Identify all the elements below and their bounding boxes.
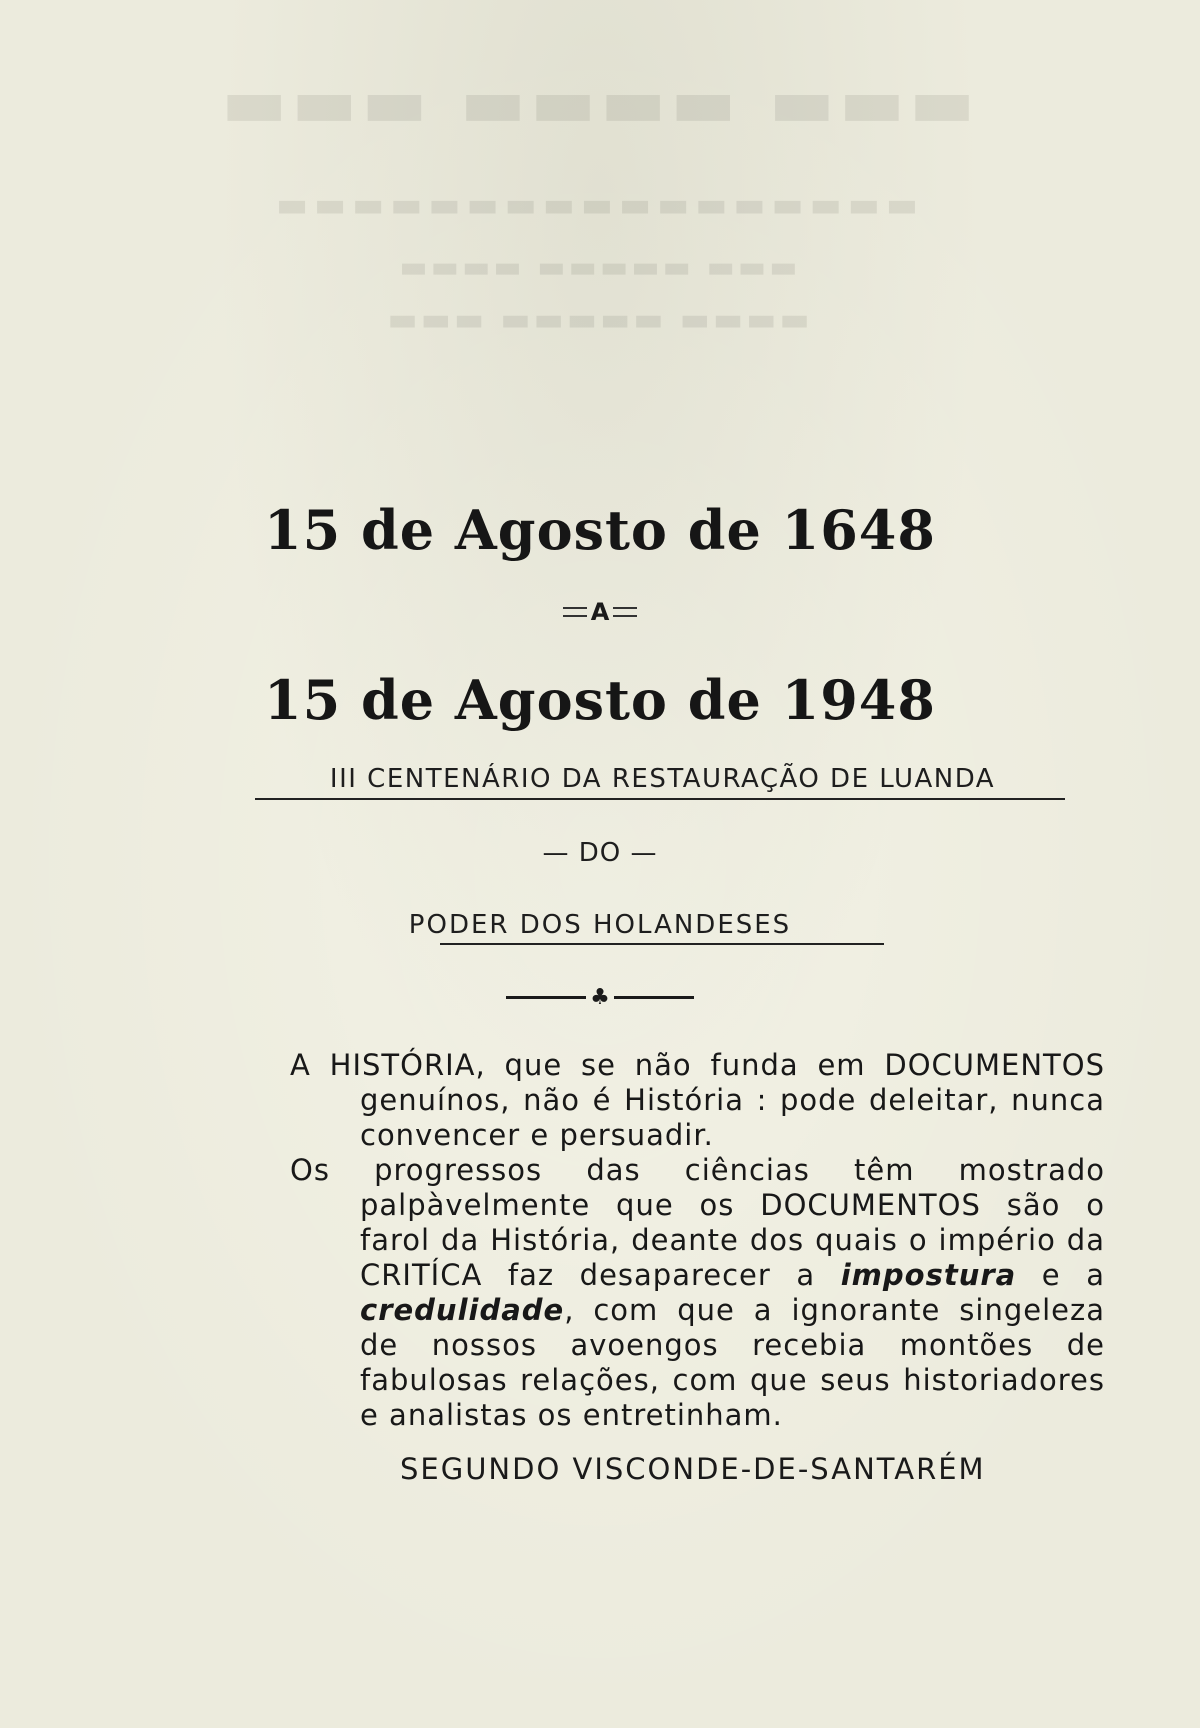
quote-emphasis: credulidade: [360, 1293, 565, 1327]
quote-text: Os progressos das ciências têm mostrado palpàvelmente que os DOCUMENTOS são o farol da História, deante dos quais o império da CRITÍCA faz desaparecer a: [290, 1153, 1105, 1292]
ornament-rule-right: [614, 996, 694, 999]
quote-attribution: SEGUNDO VISCONDE-DE-SANTARÉM: [400, 1452, 986, 1486]
quote-paragraph-2: [290, 1153, 1105, 1433]
bleed-through: ▬▬▬ ▬▬▬▬▬ ▬▬▬▬: [387, 300, 813, 338]
connector-text: — DO —: [542, 838, 658, 868]
quote-text: e a: [1016, 1258, 1105, 1292]
epigraph-quote: [290, 1048, 1105, 1433]
separator-letter: A: [590, 598, 610, 626]
quote-text: , com que a ignorante singeleza de nossos avoengos recebia montões de fabulosas relações, com que seus historiadores e analistas os entretinham.: [360, 1293, 1105, 1432]
bleed-through: ▬▬▬ ▬▬▬▬ ▬▬▬: [220, 60, 980, 143]
ornament-divider: [0, 984, 1200, 1010]
dutch-power-subtitle: PODER DOS HOLANDESES: [408, 910, 792, 940]
ornament-rule-left: [506, 996, 586, 999]
quote-paragraph-1: A HISTÓRIA, que se não funda em DOCUMENTOS genuínos, não é História : pode deleitar, nunca convencer e persuadir.: [290, 1048, 1105, 1152]
double-rule-right: [613, 607, 637, 617]
centenary-subtitle: III CENTENÁRIO DA RESTAURAÇÃO DE LUANDA: [329, 764, 996, 794]
subtitle-underline: [255, 798, 1065, 800]
quote-emphasis: impostura: [840, 1258, 1017, 1292]
heading-separator: [0, 598, 1200, 626]
heading-date-1948: 15 de Agosto de 1948: [264, 668, 936, 732]
heading-date-1648: 15 de Agosto de 1648: [264, 498, 936, 562]
club-ornament-icon: ♣: [590, 984, 610, 1010]
double-rule-left: [563, 607, 587, 617]
subtitle2-underline: [440, 943, 884, 945]
bleed-through: ▬▬▬▬ ▬▬▬▬▬ ▬▬▬: [399, 250, 801, 285]
bleed-through: ▬▬▬▬▬▬▬▬▬▬▬▬▬▬▬▬▬: [275, 185, 925, 225]
